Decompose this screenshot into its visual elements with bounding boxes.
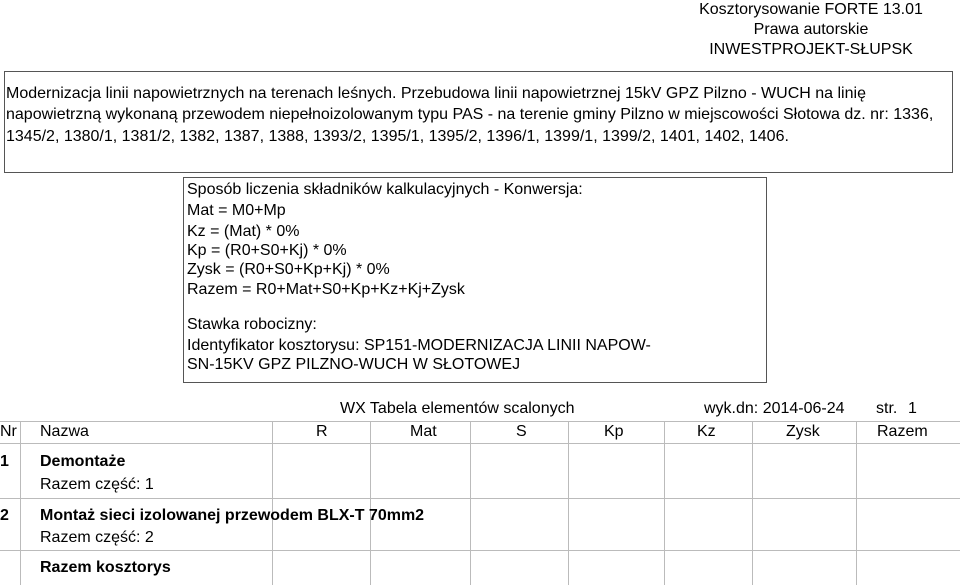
col-header-zysk: Zysk <box>786 423 820 440</box>
execution-date: wyk.dn: 2014-06-24 <box>704 400 845 417</box>
copyright-label: Prawa autorskie <box>753 21 869 38</box>
col-divider <box>370 421 371 585</box>
header-bottom-rule <box>0 443 960 444</box>
section-subtotal: Razem część: 2 <box>40 529 154 546</box>
table-row-name: Montaż sieci izolowanej przewodem BLX-T 70mm2 <box>40 507 425 524</box>
page-number: 1 <box>908 400 917 417</box>
col-header-nr: Nr <box>0 423 17 440</box>
formula-zysk: Zysk = (R0+S0+Kp+Kj) * 0% <box>187 261 390 278</box>
col-header-razem: Razem <box>877 423 928 440</box>
col-header-r: R <box>316 423 328 440</box>
col-divider <box>856 421 857 585</box>
row-rule <box>0 550 960 551</box>
formula-mat: Mat = M0+Mp <box>187 202 286 219</box>
calc-method-title: Sposób liczenia składników kalkulacyjnych - Konwersja: <box>187 181 583 198</box>
estimate-identifier: Identyfikator kosztorysu: SP151-MODERNIZACJA LINII NAPOW- <box>187 337 651 354</box>
page-label: str. <box>876 400 898 417</box>
copyright-owner: INWESTPROJEKT-SŁUPSK <box>709 41 913 58</box>
col-divider <box>568 421 569 585</box>
table-title: WX Tabela elementów scalonych <box>340 400 575 417</box>
estimate-total-label: Razem kosztorys <box>40 559 171 576</box>
col-divider <box>20 421 21 585</box>
col-divider <box>752 421 753 585</box>
estimate-identifier-cont: SN-15KV GPZ PILZNO-WUCH W SŁOTOWEJ <box>187 356 521 373</box>
program-name: Kosztorysowanie FORTE 13.01 <box>699 1 923 18</box>
col-header-s: S <box>516 423 527 440</box>
col-divider <box>470 421 471 585</box>
formula-razem: Razem = R0+Mat+S0+Kp+Kz+Kj+Zysk <box>187 281 465 298</box>
formula-kz: Kz = (Mat) * 0% <box>187 223 300 240</box>
section-subtotal: Razem część: 1 <box>40 476 154 493</box>
col-divider <box>664 421 665 585</box>
table-row-nr: 2 <box>0 507 9 524</box>
col-divider <box>272 421 273 585</box>
col-header-nazwa: Nazwa <box>40 423 89 440</box>
col-header-mat: Mat <box>410 423 437 440</box>
row-rule <box>0 498 960 499</box>
col-header-kp: Kp <box>604 423 624 440</box>
formula-kp: Kp = (R0+S0+Kj) * 0% <box>187 242 347 259</box>
col-header-kz: Kz <box>697 423 716 440</box>
labor-rate-label: Stawka robocizny: <box>187 316 317 333</box>
project-description: Modernizacja linii napowietrznych na terenach leśnych. Przebudowa linii napowietrznej 15kV GPZ Pilzno - WUCH na linię napowietrzną wykonaną przewodem niepełnoizolowanym typu PAS - na terenie gminy Pilzno w miejscowości Słotowa dz. nr: 1336, 1345/2, 1380/1, 1381/2, 1382, 1387, 1388, 1393/2, 1395/1, 1395/2, 1396/1, 1399/1, 1399/2, 1401, 1402, 1406. <box>6 85 934 145</box>
table-row-name: Demontaże <box>40 453 126 470</box>
table-row-nr: 1 <box>0 453 9 470</box>
